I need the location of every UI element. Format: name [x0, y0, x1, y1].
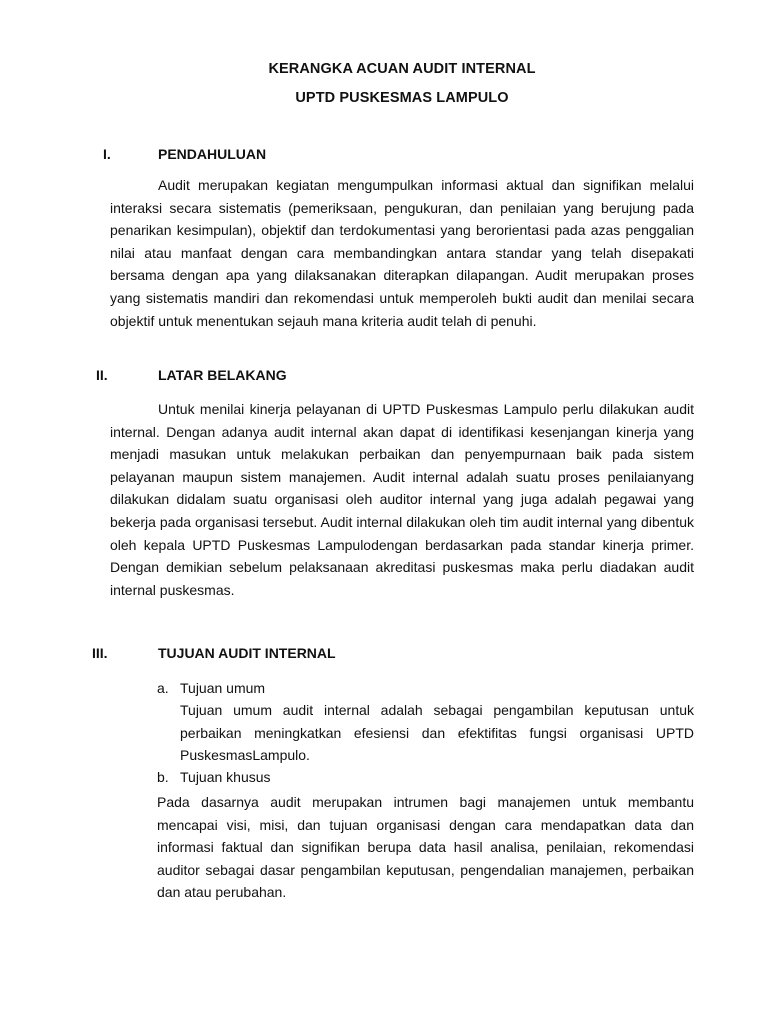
list-item-tujuan-umum [157, 680, 265, 696]
paragraph-text: Audit merupakan kegiatan mengumpulkan informasi aktual dan signifikan melalui interaksi secara sistematis (pemeriksaan, pengukuran, dan penilaian yang berujung pada penarikan kesimpulan), objektif dan terdokumentasi yang berorientasi pada azas penggalian nilai atau manfaat dengan cara membandingkan antara standar yang telah disepakati bersama dengan apa yang dilaksanakan diterapkan dilapangan. Audit merupakan proses yang sistematis mandiri dan rekomendasi untuk memperoleh bukti audit dan menilai secara objektif untuk menentukan sejauh mana kriteria audit telah di penuhi. [110, 177, 694, 329]
section-title: PENDAHULUAN [158, 146, 267, 162]
paragraph-text: Untuk menilai kinerja pelayanan di UPTD Puskesmas Lampulo perlu dilakukan audit internal. Dengan adanya audit internal akan dapat di identifikasi kesenjangan kinerja yang menjadi masukan untuk melakukan perbaikan dan penyempurnaan baik pada sistem pelayanan maupun sistem manajemen. Audit internal adalah suatu proses penilaianyang dilakukan didalam suatu organisasi oleh auditor internal yang juga adalah pegawai yang bekerja pada organisasi tersebut. Audit internal dilakukan oleh tim audit internal yang dibentuk oleh kepala UPTD Puskesmas Lampulodengan berdasarkan pada standar kinerja primer. Dengan demikian sebelum pelaksanaan akreditasi puskesmas maka perlu diadakan audit internal puskesmas. [110, 401, 694, 598]
list-letter: a. [157, 680, 169, 696]
list-item-tujuan-khusus [157, 769, 271, 785]
list-label: Tujuan khusus [180, 769, 271, 785]
section-title: TUJUAN AUDIT INTERNAL [158, 645, 336, 661]
section-number: III. [92, 645, 108, 661]
section-paragraph-latar-belakang [110, 398, 694, 601]
list-letter: b. [157, 769, 169, 785]
section-heading-latar-belakang [0, 367, 768, 389]
section-heading-tujuan [0, 645, 768, 667]
list-label: Tujuan umum [180, 680, 266, 696]
document-subtitle: UPTD PUSKESMAS LAMPULO [295, 90, 509, 106]
section-number: II. [96, 367, 108, 383]
section-heading-pendahuluan [0, 146, 768, 168]
document-title: KERANGKA ACUAN AUDIT INTERNAL [268, 61, 536, 77]
section-paragraph-pendahuluan [110, 174, 694, 332]
section-number: I. [103, 146, 111, 162]
section-title: LATAR BELAKANG [158, 367, 287, 383]
list-item-text-tujuan-khusus: Pada dasarnya audit merupakan intrumen bagi manajemen untuk membantu mencapai visi, misi, dan tujuan organisasi dengan cara mendapatkan data dan informasi faktual dan signifikan berupa data hasil analisa, penilaian, rekomendasi auditor sebagai dasar pengambilan keputusan, pengendalian manajemen, perbaikan dan atau perubahan. [157, 794, 694, 901]
list-item-text-tujuan-umum: Tujuan umum audit internal adalah sebagai pengambilan keputusan untuk perbaikan meningkatkan efesiensi dan efektifitas fungsi organisasi UPTD PuskesmasLampulo. [180, 702, 694, 764]
